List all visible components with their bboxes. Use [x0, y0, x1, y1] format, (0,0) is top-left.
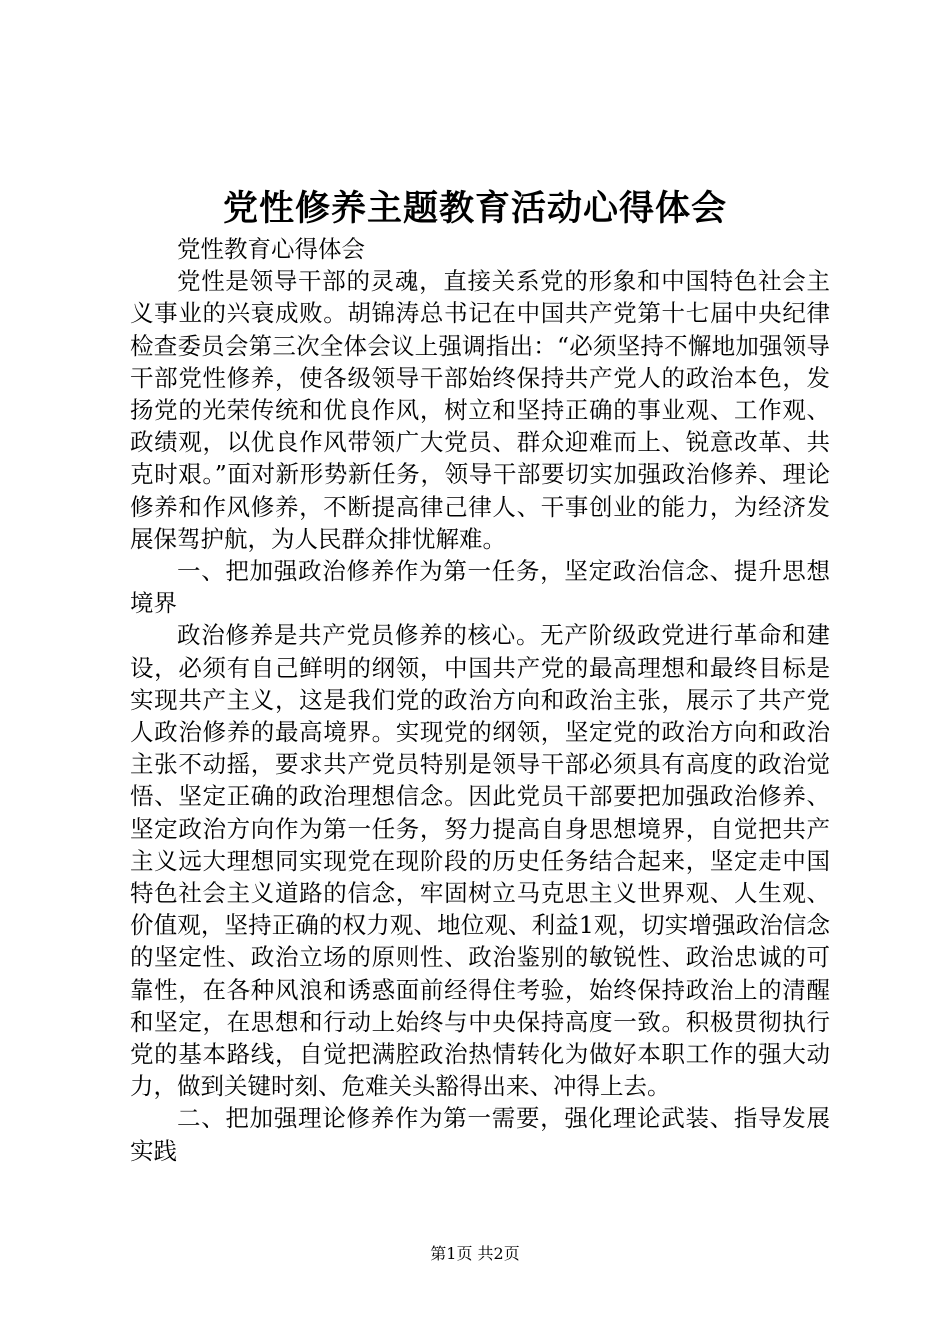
- section-heading-2: 二、把加强理论修养作为第一需要，强化理论武装、指导发展实践: [130, 1104, 830, 1165]
- paragraph-intro: 党性是领导干部的灵魂，直接关系党的形象和中国特色社会主义事业的兴衰成败。胡锦涛总书记在中国共产党第十七届中央纪律检查委员会第三次全体会议上强调指出：“必须坚持不懈地加强领导干部党性修养，使各级领导干部始终保持共产党人的政治本色，发扬党的光荣传统和优良作风，树立和坚持正确的事业观、工作观、政绩观，以优良作风带领广大党员、群众迎难而上、锐意改革、共克时艰。”面对新形势新任务，领导干部要切实加强政治修养、理论修养和作风修养，不断提高律己律人、干事创业的能力，为经济发展保驾护航，为人民群众排忧解难。: [130, 267, 830, 553]
- paragraph-section-1: 政治修养是共产党员修养的核心。无产阶级政党进行革命和建设，必须有自己鲜明的纲领，中国共产党的最高理想和最终目标是实现共产主义，这是我们党的政治方向和政治主张，展示了共产党人政治修养的最高境界。实现党的纲领，坚定党的政治方向和政治主张不动摇，要求共产党员特别是领导干部必须具有高度的政治觉悟、坚定正确的政治理想信念。因此党员干部要把加强政治修养、坚定政治方向作为第一任务，努力提高自身思想境界，自觉把共产主义远大理想同实现党在现阶段的历史任务结合起来，坚定走中国特色社会主义道路的信念，牢固树立马克思主义世界观、人生观、价值观，坚持正确的权力观、地位观、利益1观，切实增强政治信念的坚定性、政治立场的原则性、政治鉴别的敏锐性、政治忠诚的可靠性，在各种风浪和诱惑面前经得住考验，始终保持政治上的清醒和坚定，在思想和行动上始终与中央保持高度一致。积极贯彻执行党的基本路线，自觉把满腔政治热情转化为做好本职工作的强大动力，做到关键时刻、危难关头豁得出来、冲得上去。: [130, 621, 830, 1101]
- document-title: 党性修养主题教育活动心得体会: [222, 188, 727, 229]
- section-heading-1: 一、把加强政治修养作为第一任务，坚定政治信念、提升思想境界: [130, 557, 830, 618]
- document-body: [130, 233, 830, 1167]
- document-subtitle: 党性教育心得体会: [177, 235, 365, 263]
- page-footer: 第1页 共2页: [430, 1244, 520, 1263]
